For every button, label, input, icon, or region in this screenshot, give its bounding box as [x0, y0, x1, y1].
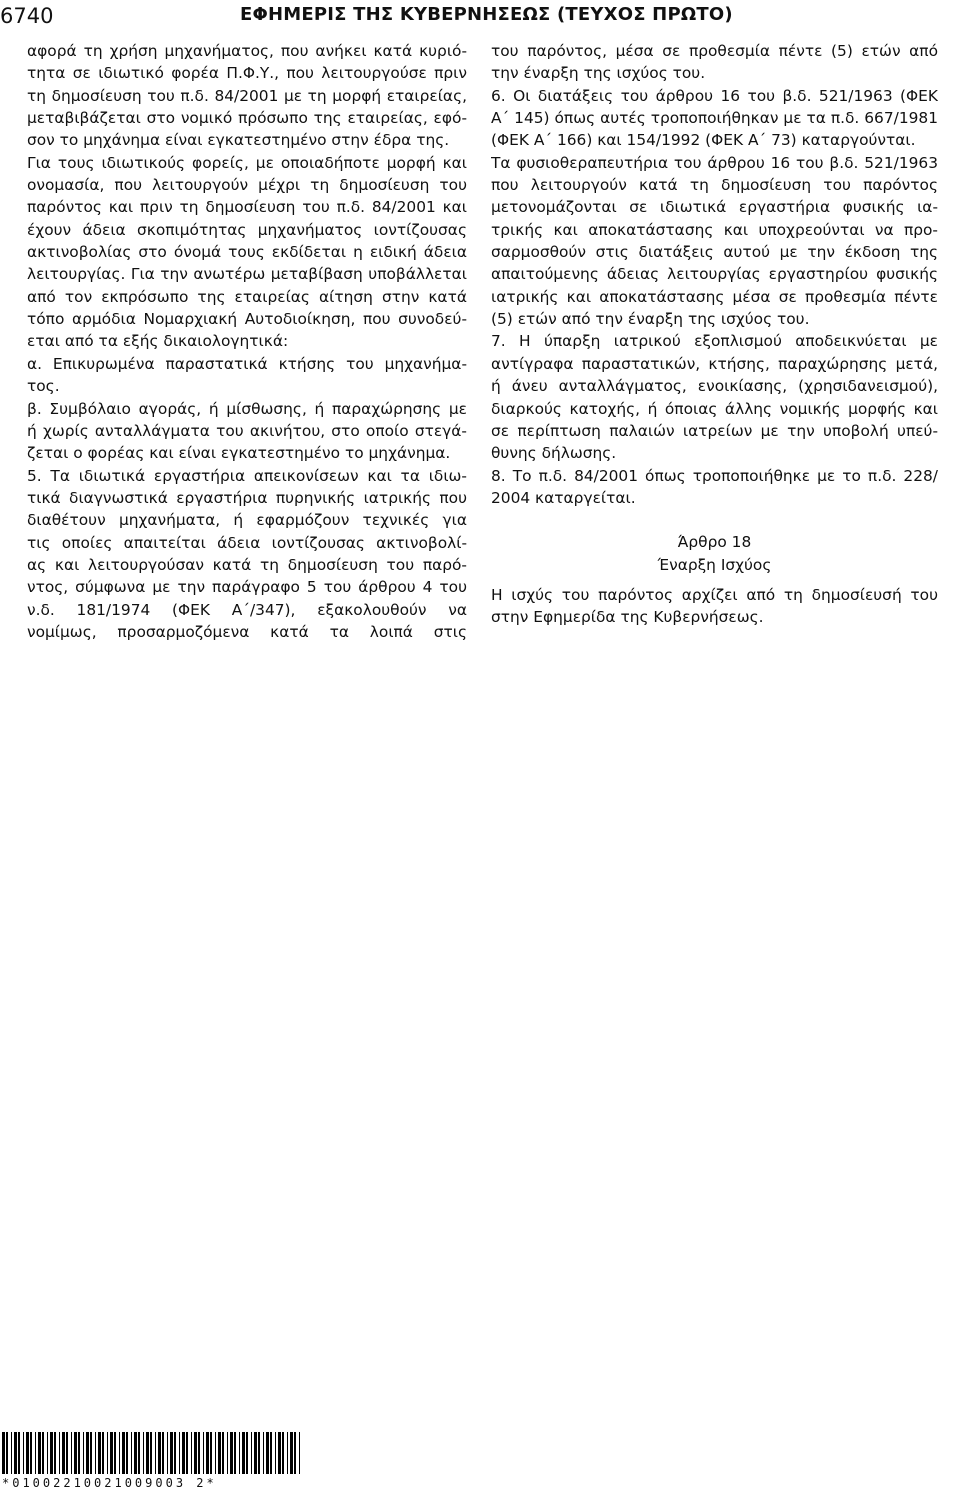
- text-line: τρικής και αποκατάστασης και υποχρεούνται να προ-: [491, 220, 938, 239]
- text-line: σον το μηχάνημα είναι εγκατεστημένο στην έδρα της.: [27, 131, 450, 150]
- text-line: ονομασία, που λειτουργούν μέχρι τη δημοσίευση του: [27, 176, 467, 195]
- text-line: σε περίπτωση παλαιών ιατρείων με την υποβολή υπεύ-: [491, 421, 938, 440]
- text-line: Τα φυσιοθεραπευτήρια του άρθρου 16 του β.δ. 521/1963: [491, 153, 938, 172]
- text-line: α. Επικυρωμένα παραστατικά κτήσης του μηχανήμα-: [27, 354, 467, 373]
- text-line: ακτινοβολίας στο όνομά τους εκδίδεται η ειδική άδεια: [27, 243, 467, 262]
- text-line: (ΦΕΚ Α΄ 166) και 154/1992 (ΦΕΚ Α΄ 73) καταργούνται.: [491, 131, 916, 150]
- text-line: ιατρικής και αποκατάστασης μέσα σε προθεσμία πέντε: [491, 287, 938, 306]
- text-line: νομίμως, προσαρμοζόμενα κατά τα λοιπά στις: [27, 622, 467, 641]
- text-line: τόπο αρμόδια Νομαρχιακή Αυτοδιοίκηση, που συνοδεύ-: [27, 310, 467, 329]
- text-line: Για τους ιδιωτικούς φορείς, με οποιαδήποτε μορφή και: [27, 153, 467, 172]
- text-line: ή άνευ ανταλλάγματος, ενοικίασης, (χρησιδανεισμού),: [491, 377, 938, 396]
- text-line: (5) ετών από την έναρξη της ισχύος του.: [491, 310, 810, 329]
- barcode-digits: *01002210021009003 2*: [2, 1476, 217, 1490]
- text-line: απαιτούμενης άδειας λειτουργίας εργαστηρίου φυσικής: [491, 265, 938, 284]
- article-heading: [491, 531, 938, 576]
- text-line: τις οποίες απαιτείται άδεια ιοντίζουσας ακτινοβολί-: [27, 533, 467, 552]
- page-header: [0, 4, 960, 32]
- running-title: ΕΦΗΜΕΡΙΣ ΤΗΣ ΚΥΒΕΡΝΗΣΕΩΣ (ΤΕΥΧΟΣ ΠΡΩΤΟ): [240, 4, 733, 25]
- text-line: μετονομάζονται σε ιδιωτικά εργαστήρια φυσικής ια-: [491, 198, 938, 217]
- text-line: του παρόντος, μέσα σε προθεσμία πέντε (5) ετών από: [491, 42, 938, 60]
- text-line: έχουν άδεια σκοπιμότητας μηχανήματος ιοντίζουσας: [27, 220, 467, 239]
- text-line: Α΄ 145) όπως αυτές τροποποιήθηκαν με τα π.δ. 667/1981: [491, 109, 938, 128]
- text-line: διαθέτουν μηχανήματα, ή εφαρμόζουν τεχνικές για: [27, 511, 467, 530]
- text-line: τος.: [27, 377, 60, 396]
- text-line: 7. Η ύπαρξη ιατρικού εξοπλισμού αποδεικνύεται με: [491, 332, 938, 351]
- text-line: από τον εκπρόσωπο της εταιρείας αίτηση στην κατά: [27, 287, 467, 306]
- article-number: Άρθρο 18: [677, 533, 752, 552]
- right-column: [491, 40, 938, 629]
- text-line: αντίγραφα παραστατικών, κτήσης, παραχώρησης μετά,: [491, 354, 938, 373]
- text-line: θυνης δήλωσης.: [491, 444, 617, 463]
- text-line: 2004 καταργείται.: [491, 488, 636, 507]
- text-line: διαρκούς κατοχής, ή όποιας άλλης νομικής μορφής και: [491, 399, 938, 418]
- text-line: ντος, σύμφωνα με την παράγραφο 5 του άρθρου 4 του: [27, 578, 467, 597]
- page-number: 6740: [0, 4, 54, 28]
- closing-paragraph: [491, 584, 938, 629]
- text-line: 6. Οι διατάξεις του άρθρου 16 του β.δ. 521/1963 (ΦΕΚ: [491, 86, 938, 105]
- text-line: τητα σε ιδιωτικό φορέα Π.Φ.Υ., που λειτουργούσε πριν: [27, 64, 467, 83]
- text-line: 5. Τα ιδιωτικά εργαστήρια απεικονίσεων και τα ιδιω-: [27, 466, 467, 485]
- text-line: στην Εφημερίδα της Κυβερνήσεως.: [491, 608, 764, 627]
- text-line: ή χωρίς ανταλλάγματα του ακινήτου, στο οποίο στεγά-: [27, 421, 467, 440]
- left-column: [27, 40, 467, 643]
- text-line: εται από τα εξής δικαιολογητικά:: [27, 332, 289, 351]
- text-line: β. Συμβόλαιο αγοράς, ή μίσθωσης, ή παραχώρησης με: [27, 399, 467, 418]
- text-line: σαρμοσθούν στις διατάξεις αυτού με την έκδοση της: [491, 243, 938, 262]
- text-line: αφορά τη χρήση μηχανήματος, που ανήκει κατά κυριό-: [27, 42, 467, 60]
- text-line: Η ισχύς του παρόντος αρχίζει από τη δημοσίευσή του: [491, 585, 938, 604]
- text-line: τη δημοσίευση του π.δ. 84/2001 με τη μορφή εταιρείας,: [27, 86, 467, 105]
- article-title: Έναρξη Ισχύος: [657, 555, 772, 574]
- text-line: λειτουργίας. Για την ανωτέρω μεταβίβαση υποβάλλεται: [27, 265, 467, 284]
- text-line: που λειτουργούν κατά τη δημοσίευση του παρόντος: [491, 176, 938, 195]
- text-line: ζεται ο φορέας και είναι εγκατεστημένο το μηχάνημα.: [27, 444, 451, 463]
- text-line: μεταβιβάζεται στο νομικό πρόσωπο της εταιρείας, εφό-: [27, 109, 467, 128]
- text-line: ας και λειτουργούσαν κατά τη δημοσίευση του παρό-: [27, 555, 467, 574]
- text-line: την έναρξη της ισχύος του.: [491, 64, 706, 83]
- text-line: τικά διαγνωστικά εργαστήρια πυρηνικής ιατρικής που: [27, 488, 467, 507]
- text-line: ν.δ. 181/1974 (ΦΕΚ Α΄/347), εξακολουθούν να: [27, 600, 467, 619]
- text-line: 8. Το π.δ. 84/2001 όπως τροποποιήθηκε με το π.δ. 228/: [491, 466, 938, 485]
- text-line: παρόντος και πριν τη δημοσίευση του π.δ. 84/2001 και: [27, 198, 467, 217]
